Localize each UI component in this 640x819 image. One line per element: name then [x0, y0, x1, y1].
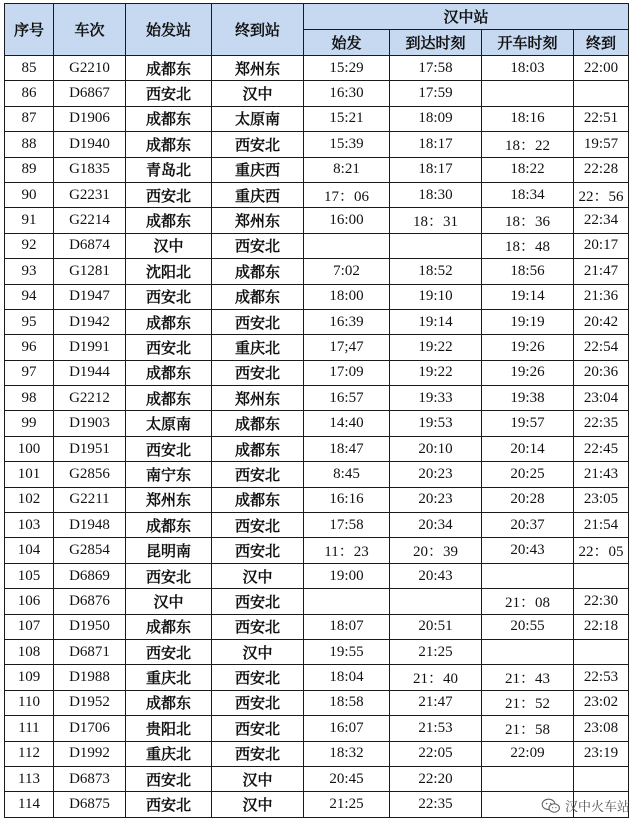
cell-depart: 20:14	[482, 436, 574, 461]
cell-start: 17:58	[304, 513, 390, 538]
cell-start: 17：06	[304, 182, 390, 207]
cell-arrive: 18:52	[390, 259, 482, 284]
cell-origin: 重庆北	[126, 741, 212, 766]
cell-arrive: 21:25	[390, 639, 482, 664]
cell-depart	[482, 639, 574, 664]
cell-depart: 18:56	[482, 259, 574, 284]
cell-start: 20:45	[304, 766, 390, 791]
table-row	[5, 335, 629, 360]
cell-terminus: 重庆北	[212, 335, 304, 360]
table-row	[5, 487, 629, 512]
cell-depart: 20:55	[482, 614, 574, 639]
cell-train: G2214	[54, 208, 126, 233]
cell-depart: 18:22	[482, 157, 574, 182]
cell-origin: 西安北	[126, 335, 212, 360]
cell-end	[574, 563, 629, 588]
table-row	[5, 690, 629, 715]
table-body	[5, 56, 629, 818]
cell-arrive: 19:14	[390, 309, 482, 334]
table-row	[5, 81, 629, 106]
cell-start: 15:29	[304, 56, 390, 81]
cell-train: D1940	[54, 132, 126, 157]
cell-end: 21:36	[574, 284, 629, 309]
cell-seq: 98	[5, 386, 54, 411]
cell-arrive	[390, 589, 482, 614]
cell-end: 23:04	[574, 386, 629, 411]
cell-train: D6874	[54, 233, 126, 258]
cell-seq: 108	[5, 639, 54, 664]
cell-end	[574, 766, 629, 791]
watermark	[541, 796, 630, 815]
cell-start: 18:00	[304, 284, 390, 309]
cell-terminus: 西安北	[212, 614, 304, 639]
header-arrive: 到达时刻	[390, 30, 482, 56]
cell-train: D6875	[54, 792, 126, 817]
table-row	[5, 563, 629, 588]
cell-train: D1992	[54, 741, 126, 766]
cell-terminus: 郑州东	[212, 56, 304, 81]
cell-start: 21:25	[304, 792, 390, 817]
cell-arrive: 20:43	[390, 563, 482, 588]
cell-depart: 19:26	[482, 335, 574, 360]
cell-end: 22:53	[574, 665, 629, 690]
cell-start: 16:39	[304, 309, 390, 334]
cell-train: D6871	[54, 639, 126, 664]
cell-depart: 18:16	[482, 106, 574, 131]
table-row	[5, 665, 629, 690]
cell-start: 18:32	[304, 741, 390, 766]
cell-origin: 成都东	[126, 132, 212, 157]
table-row	[5, 766, 629, 791]
cell-train: D6869	[54, 563, 126, 588]
cell-start	[304, 233, 390, 258]
table-row	[5, 436, 629, 461]
table-row	[5, 106, 629, 131]
cell-end: 23:08	[574, 716, 629, 741]
cell-train: D1947	[54, 284, 126, 309]
cell-train: D1948	[54, 513, 126, 538]
cell-train: D6876	[54, 589, 126, 614]
cell-origin: 贵阳北	[126, 716, 212, 741]
table-row	[5, 56, 629, 81]
cell-terminus: 西安北	[212, 233, 304, 258]
cell-origin: 太原南	[126, 411, 212, 436]
cell-terminus: 重庆西	[212, 182, 304, 207]
cell-end: 20:17	[574, 233, 629, 258]
cell-origin: 西安北	[126, 81, 212, 106]
cell-seq: 114	[5, 792, 54, 817]
cell-origin: 成都东	[126, 106, 212, 131]
timetable	[4, 3, 629, 818]
cell-arrive: 18:30	[390, 182, 482, 207]
cell-end: 20:42	[574, 309, 629, 334]
wechat-icon	[541, 798, 561, 814]
cell-end: 22:51	[574, 106, 629, 131]
cell-arrive: 20:34	[390, 513, 482, 538]
header-seq: 序号	[5, 4, 54, 56]
cell-train: D1706	[54, 716, 126, 741]
cell-origin: 重庆北	[126, 665, 212, 690]
cell-depart: 22:09	[482, 741, 574, 766]
cell-arrive: 21:47	[390, 690, 482, 715]
cell-arrive: 18：31	[390, 208, 482, 233]
cell-depart: 18：22	[482, 132, 574, 157]
cell-depart: 21：58	[482, 716, 574, 741]
cell-depart	[482, 563, 574, 588]
cell-train: D6873	[54, 766, 126, 791]
cell-depart: 20:37	[482, 513, 574, 538]
cell-train: G2854	[54, 538, 126, 563]
cell-start: 19:00	[304, 563, 390, 588]
table-row	[5, 360, 629, 385]
cell-depart: 21：08	[482, 589, 574, 614]
cell-terminus: 成都东	[212, 284, 304, 309]
cell-train: D1903	[54, 411, 126, 436]
cell-seq: 90	[5, 182, 54, 207]
cell-depart: 18：48	[482, 233, 574, 258]
cell-arrive: 21:53	[390, 716, 482, 741]
cell-terminus: 郑州东	[212, 386, 304, 411]
cell-seq: 107	[5, 614, 54, 639]
table-row	[5, 462, 629, 487]
table-row	[5, 208, 629, 233]
cell-start: 17:09	[304, 360, 390, 385]
cell-seq: 112	[5, 741, 54, 766]
cell-end: 23:19	[574, 741, 629, 766]
cell-seq: 93	[5, 259, 54, 284]
table-row	[5, 157, 629, 182]
cell-origin: 成都东	[126, 309, 212, 334]
cell-depart	[482, 81, 574, 106]
cell-origin: 西安北	[126, 182, 212, 207]
cell-end: 21:47	[574, 259, 629, 284]
cell-terminus: 西安北	[212, 665, 304, 690]
cell-seq: 94	[5, 284, 54, 309]
cell-terminus: 西安北	[212, 309, 304, 334]
cell-depart: 21：52	[482, 690, 574, 715]
cell-origin: 西安北	[126, 563, 212, 588]
cell-train: D1991	[54, 335, 126, 360]
cell-origin: 汉中	[126, 233, 212, 258]
cell-depart: 21：43	[482, 665, 574, 690]
cell-arrive: 19:22	[390, 360, 482, 385]
cell-end	[574, 639, 629, 664]
cell-terminus: 成都东	[212, 259, 304, 284]
header-train: 车次	[54, 4, 126, 56]
cell-arrive: 19:33	[390, 386, 482, 411]
cell-arrive: 18:17	[390, 157, 482, 182]
table-row	[5, 538, 629, 563]
cell-train: G2211	[54, 487, 126, 512]
cell-start: 19:55	[304, 639, 390, 664]
cell-start: 16:00	[304, 208, 390, 233]
cell-train: D1942	[54, 309, 126, 334]
cell-seq: 97	[5, 360, 54, 385]
cell-end	[574, 81, 629, 106]
cell-arrive: 21：40	[390, 665, 482, 690]
cell-train: D1988	[54, 665, 126, 690]
cell-start: 18:58	[304, 690, 390, 715]
cell-depart: 18:34	[482, 182, 574, 207]
table-row	[5, 792, 629, 817]
cell-terminus: 汉中	[212, 563, 304, 588]
cell-terminus: 西安北	[212, 538, 304, 563]
cell-terminus: 汉中	[212, 639, 304, 664]
cell-terminus: 汉中	[212, 792, 304, 817]
cell-origin: 成都东	[126, 513, 212, 538]
cell-train: G2210	[54, 56, 126, 81]
cell-end: 22:18	[574, 614, 629, 639]
cell-arrive: 18:17	[390, 132, 482, 157]
cell-origin: 南宁东	[126, 462, 212, 487]
cell-start: 18:04	[304, 665, 390, 690]
table-row	[5, 182, 629, 207]
cell-arrive: 18:09	[390, 106, 482, 131]
cell-start: 18:47	[304, 436, 390, 461]
cell-origin: 成都东	[126, 56, 212, 81]
cell-depart: 20:28	[482, 487, 574, 512]
table-row	[5, 741, 629, 766]
cell-depart: 19:26	[482, 360, 574, 385]
cell-origin: 西安北	[126, 792, 212, 817]
cell-seq: 104	[5, 538, 54, 563]
cell-train: G2212	[54, 386, 126, 411]
cell-arrive: 20：39	[390, 538, 482, 563]
cell-origin: 沈阳北	[126, 259, 212, 284]
cell-arrive: 20:10	[390, 436, 482, 461]
cell-depart: 19:19	[482, 309, 574, 334]
cell-seq: 100	[5, 436, 54, 461]
cell-origin: 成都东	[126, 208, 212, 233]
cell-origin: 成都东	[126, 614, 212, 639]
cell-seq: 86	[5, 81, 54, 106]
cell-arrive: 19:53	[390, 411, 482, 436]
cell-depart: 19:14	[482, 284, 574, 309]
cell-end: 22:30	[574, 589, 629, 614]
cell-terminus: 太原南	[212, 106, 304, 131]
cell-start: 18:07	[304, 614, 390, 639]
header-terminus: 终到站	[212, 4, 304, 56]
header-station-group: 汉中站	[304, 4, 629, 30]
cell-train: G2231	[54, 182, 126, 207]
cell-depart: 18：36	[482, 208, 574, 233]
cell-terminus: 成都东	[212, 487, 304, 512]
cell-arrive	[390, 233, 482, 258]
table-row	[5, 309, 629, 334]
header-depart: 开车时刻	[482, 30, 574, 56]
cell-end: 22：56	[574, 182, 629, 207]
cell-terminus: 重庆西	[212, 157, 304, 182]
table-row	[5, 589, 629, 614]
cell-origin: 成都东	[126, 386, 212, 411]
cell-origin: 昆明南	[126, 538, 212, 563]
cell-train: D1952	[54, 690, 126, 715]
cell-end: 22:34	[574, 208, 629, 233]
cell-seq: 109	[5, 665, 54, 690]
cell-terminus: 西安北	[212, 690, 304, 715]
cell-start: 16:57	[304, 386, 390, 411]
cell-end: 22:54	[574, 335, 629, 360]
cell-origin: 青岛北	[126, 157, 212, 182]
cell-train: D1950	[54, 614, 126, 639]
cell-train: D1944	[54, 360, 126, 385]
cell-start: 16:16	[304, 487, 390, 512]
cell-terminus: 汉中	[212, 81, 304, 106]
cell-origin: 郑州东	[126, 487, 212, 512]
table-row	[5, 716, 629, 741]
cell-terminus: 郑州东	[212, 208, 304, 233]
cell-train: G1835	[54, 157, 126, 182]
cell-arrive: 22:35	[390, 792, 482, 817]
cell-end: 22:35	[574, 411, 629, 436]
cell-depart	[482, 766, 574, 791]
cell-terminus: 汉中	[212, 766, 304, 791]
header-start: 始发	[304, 30, 390, 56]
cell-end: 22:28	[574, 157, 629, 182]
cell-depart: 20:25	[482, 462, 574, 487]
cell-start: 8:45	[304, 462, 390, 487]
cell-start: 11：23	[304, 538, 390, 563]
cell-origin: 汉中	[126, 589, 212, 614]
cell-depart: 20:43	[482, 538, 574, 563]
cell-start: 17;47	[304, 335, 390, 360]
cell-origin: 西安北	[126, 284, 212, 309]
cell-terminus: 西安北	[212, 741, 304, 766]
cell-terminus: 西安北	[212, 360, 304, 385]
cell-origin: 西安北	[126, 766, 212, 791]
cell-train: D6867	[54, 81, 126, 106]
header-origin: 始发站	[126, 4, 212, 56]
cell-origin: 西安北	[126, 639, 212, 664]
cell-terminus: 西安北	[212, 589, 304, 614]
cell-train: D1951	[54, 436, 126, 461]
cell-origin: 成都东	[126, 360, 212, 385]
table-row	[5, 614, 629, 639]
table-row	[5, 411, 629, 436]
cell-arrive: 20:23	[390, 462, 482, 487]
cell-end: 23:02	[574, 690, 629, 715]
cell-end: 20:36	[574, 360, 629, 385]
cell-terminus: 西安北	[212, 462, 304, 487]
cell-start: 14:40	[304, 411, 390, 436]
cell-train: G2856	[54, 462, 126, 487]
cell-seq: 103	[5, 513, 54, 538]
cell-arrive: 17:58	[390, 56, 482, 81]
cell-seq: 96	[5, 335, 54, 360]
cell-seq: 89	[5, 157, 54, 182]
cell-seq: 101	[5, 462, 54, 487]
table-row	[5, 132, 629, 157]
cell-terminus: 西安北	[212, 716, 304, 741]
table-row	[5, 233, 629, 258]
table-row	[5, 386, 629, 411]
header-end: 终到	[574, 30, 629, 56]
cell-seq: 95	[5, 309, 54, 334]
cell-terminus: 成都东	[212, 411, 304, 436]
cell-seq: 113	[5, 766, 54, 791]
table-row	[5, 284, 629, 309]
cell-seq: 85	[5, 56, 54, 81]
cell-seq: 92	[5, 233, 54, 258]
cell-arrive: 22:20	[390, 766, 482, 791]
cell-terminus: 西安北	[212, 132, 304, 157]
cell-seq: 91	[5, 208, 54, 233]
cell-arrive: 20:23	[390, 487, 482, 512]
cell-arrive: 19:22	[390, 335, 482, 360]
cell-seq: 106	[5, 589, 54, 614]
cell-seq: 105	[5, 563, 54, 588]
cell-end: 21:43	[574, 462, 629, 487]
cell-terminus: 西安北	[212, 513, 304, 538]
cell-arrive: 22:05	[390, 741, 482, 766]
cell-terminus: 成都东	[212, 436, 304, 461]
cell-seq: 88	[5, 132, 54, 157]
watermark-text: 汉中火车站	[564, 800, 630, 815]
cell-start: 8:21	[304, 157, 390, 182]
cell-end: 22：05	[574, 538, 629, 563]
cell-origin: 西安北	[126, 436, 212, 461]
cell-arrive: 17:59	[390, 81, 482, 106]
cell-arrive: 20:51	[390, 614, 482, 639]
cell-seq: 111	[5, 716, 54, 741]
cell-start: 15:39	[304, 132, 390, 157]
cell-train: G1281	[54, 259, 126, 284]
table-header	[5, 4, 629, 56]
cell-end: 23:05	[574, 487, 629, 512]
cell-arrive: 19:10	[390, 284, 482, 309]
cell-seq: 102	[5, 487, 54, 512]
cell-end: 22:00	[574, 56, 629, 81]
cell-origin: 成都东	[126, 690, 212, 715]
cell-depart: 18:03	[482, 56, 574, 81]
cell-seq: 99	[5, 411, 54, 436]
cell-depart: 19:57	[482, 411, 574, 436]
cell-train: D1906	[54, 106, 126, 131]
cell-start: 7:02	[304, 259, 390, 284]
cell-start: 16:30	[304, 81, 390, 106]
cell-start: 16:07	[304, 716, 390, 741]
cell-start	[304, 589, 390, 614]
cell-seq: 87	[5, 106, 54, 131]
cell-start: 15:21	[304, 106, 390, 131]
cell-depart: 19:38	[482, 386, 574, 411]
table-row	[5, 259, 629, 284]
cell-end: 19:57	[574, 132, 629, 157]
cell-end: 21:54	[574, 513, 629, 538]
table-row	[5, 639, 629, 664]
cell-seq: 110	[5, 690, 54, 715]
cell-end: 22:45	[574, 436, 629, 461]
table-row	[5, 513, 629, 538]
